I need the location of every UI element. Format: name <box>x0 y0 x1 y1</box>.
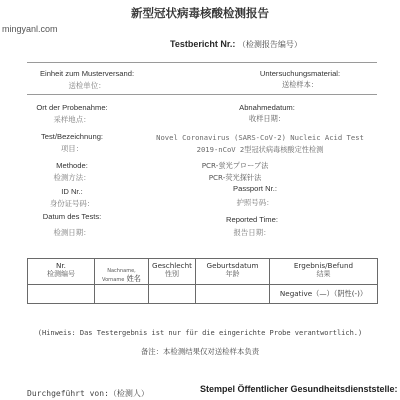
field-passport-label-zh: 护照号码： <box>236 198 274 207</box>
header-geschlecht-zh: 性别 <box>165 270 179 278</box>
header-nr-zh: 检测编号 <box>47 270 75 278</box>
header-ergebnis-de: Ergebnis/Befund <box>293 261 354 270</box>
field-einheit-label-zh: 送检单位： <box>68 81 106 90</box>
field-methode-value-zh: PCR-荧光探针法 <box>208 173 262 182</box>
field-abnahme-label-zh: 收样日期： <box>249 114 285 123</box>
stamp-label: Stempel Öffentlicher Gesundheitsdienststelle: <box>200 384 398 394</box>
report-title: 新型冠状病毒核酸检测报告 <box>131 6 269 20</box>
field-id-label-zh: 身份证号码： <box>49 199 95 208</box>
results-table <box>27 258 378 304</box>
header-geschlecht <box>149 259 196 285</box>
cell-geschlecht <box>149 284 196 303</box>
report-number-label-zh: （检测报告编号） <box>237 40 302 49</box>
field-untersuchung-label-zh: 送检样本： <box>282 80 318 89</box>
cell-geburt <box>196 284 270 303</box>
field-reported-label: Reported Time: <box>226 215 278 224</box>
header-geburt-zh: 年龄 <box>225 270 240 278</box>
divider <box>27 62 377 63</box>
header-ergebnis-zh: 结果 <box>316 270 331 278</box>
cell-ergebnis <box>270 284 378 303</box>
field-methode-label: Methode: <box>56 161 88 170</box>
header-nr <box>28 259 95 285</box>
header-name <box>95 259 149 285</box>
report-number <box>170 39 302 50</box>
header-nr-de: Nr. <box>56 261 66 270</box>
header-geschlecht-de: Geschlecht <box>152 261 192 270</box>
field-ort-label-zh: 采样地点： <box>53 115 91 124</box>
report-number-label: Testbericht Nr.: <box>170 39 236 49</box>
performed-by-label: Durchgeführt von:（检测人） <box>27 389 149 398</box>
field-test-value: Novel Coronavirus (SARS-CoV-2) Nucleic Acid Test <box>156 133 364 142</box>
cell-name <box>95 284 149 303</box>
field-datum-label-zh: 检测日期： <box>53 228 91 237</box>
header-geburt-de: Geburtsdatum <box>206 261 259 270</box>
field-methode-value: PCR-蛍光プローブ法 <box>201 161 269 170</box>
field-ort-label: Ort der Probenahme: <box>36 103 108 112</box>
field-reported-label-zh: 报告日期： <box>233 228 271 237</box>
divider <box>27 94 377 95</box>
header-name-de: Nachname, Vorname <box>102 268 136 284</box>
watermark-text: mingyanl.com <box>2 24 58 34</box>
result-value: Negative（—）（阴性(-)） <box>279 289 368 298</box>
field-id-label: ID Nr.: <box>61 187 83 196</box>
field-einheit-label: Einheit zum Musterversand: <box>39 69 135 78</box>
field-methode-label-zh: 检测方法： <box>53 173 91 182</box>
field-untersuchung-label: Untersuchungsmaterial: <box>259 69 341 78</box>
hint-de: (Hinweis: Das Testergebnis ist nur für die eingerichte Probe verantwortlich.) <box>37 329 363 337</box>
field-datum-label: Datum des Tests: <box>42 212 102 221</box>
field-test-label: Test/Bezeichnung: <box>40 132 104 141</box>
field-abnahme-label: Abnahmedatum: <box>239 103 295 112</box>
header-geburt <box>196 259 270 285</box>
hint-zh: 备注：本检测结果仅对送检样本负责 <box>140 347 260 356</box>
header-ergebnis <box>270 259 378 285</box>
header-name-zh: 姓名 <box>126 274 141 284</box>
field-test-value-zh: 2019-nCoV 2型冠状病毒核酸定性检测 <box>196 145 324 154</box>
cell-nr <box>28 284 95 303</box>
field-passport-label: Passport Nr.: <box>233 184 277 193</box>
field-test-label-zh: 项目： <box>60 144 84 153</box>
